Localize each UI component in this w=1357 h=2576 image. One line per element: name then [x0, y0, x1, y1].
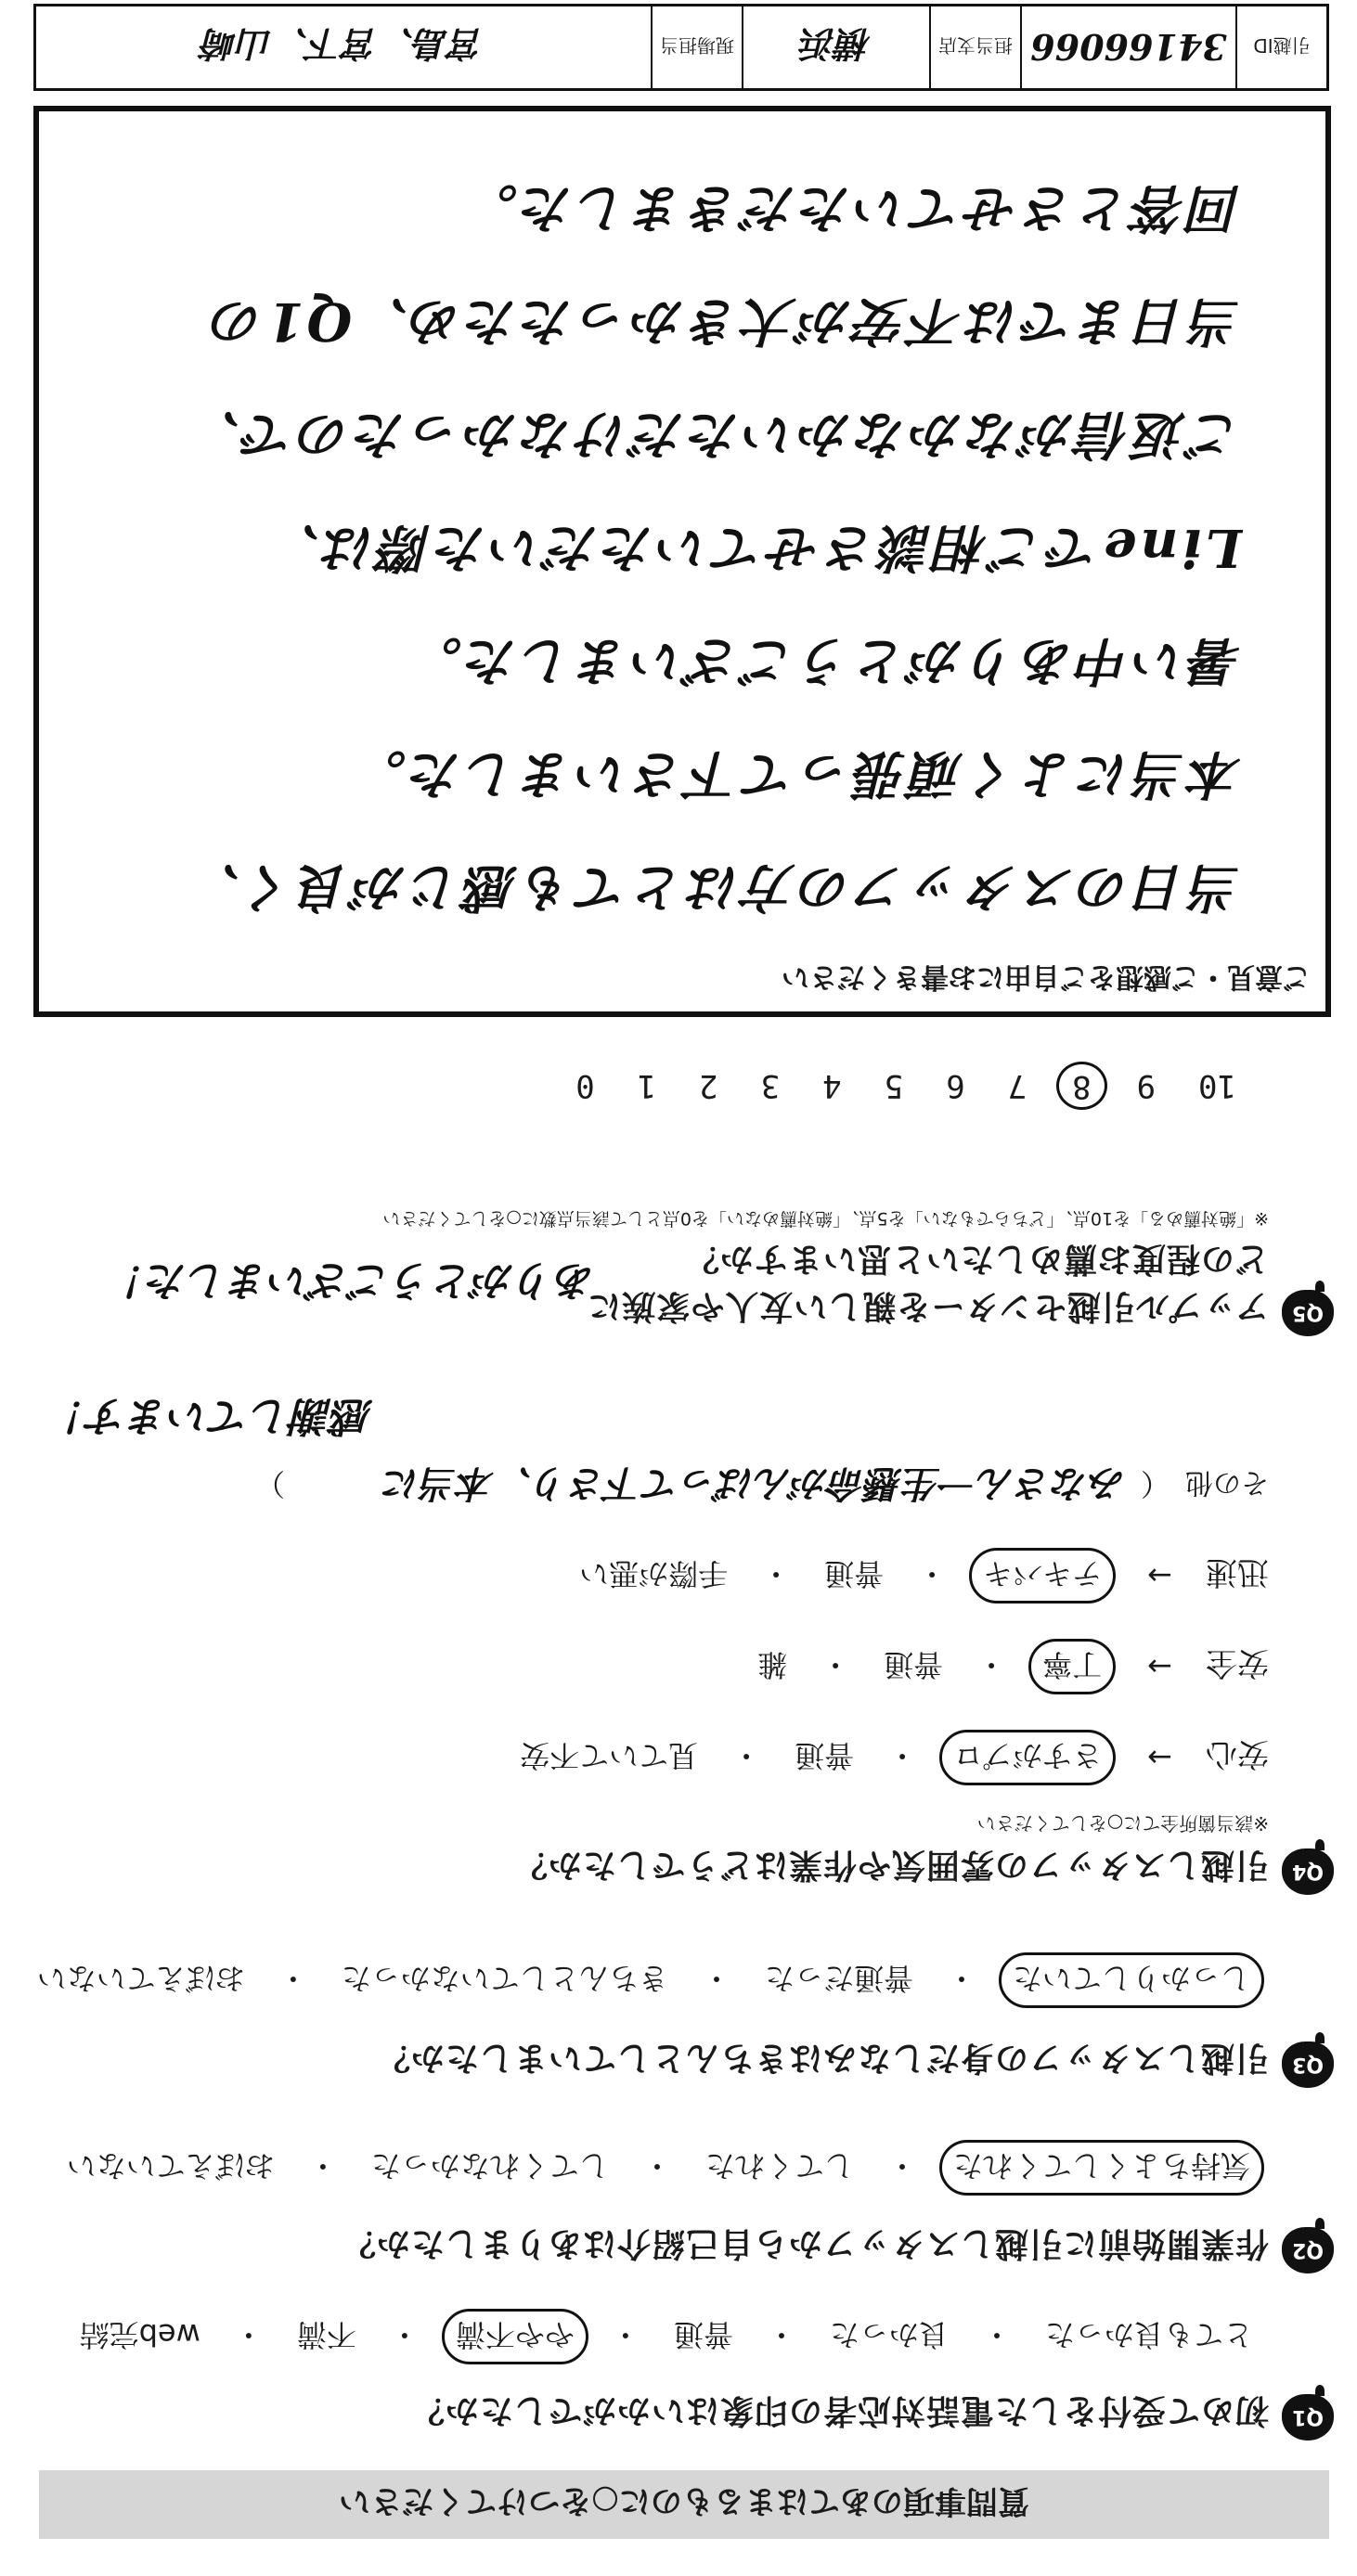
option[interactable]: web完結 [79, 2317, 200, 2352]
other-handwritten[interactable]: みなさん一生懸命がんばって下さり、本当に [382, 1462, 1126, 1505]
option[interactable]: とても良かった [1044, 2317, 1253, 2352]
option[interactable]: 良かった [829, 2317, 949, 2352]
scale-option[interactable]: 3 [760, 1067, 781, 1104]
option[interactable]: 普通 [824, 1556, 885, 1591]
comment-line: 暑い中ありがとうございました。 [407, 630, 1242, 691]
option-selected[interactable]: 丁寧 [1028, 1639, 1116, 1694]
question-badge: Q2 [1282, 2227, 1334, 2273]
staff-table [33, 4, 1329, 91]
instruction-banner: 質問事項のあてはまるものに○をつけてください [39, 2470, 1329, 2539]
option-selected[interactable]: テキパキ [969, 1548, 1116, 1604]
option-selected[interactable]: やや不満 [442, 2309, 588, 2364]
option[interactable]: 見ていて不安 [520, 1738, 699, 1773]
scale-option-selected[interactable]: 8 [1056, 1062, 1106, 1110]
question-badge: Q3 [1282, 2041, 1334, 2088]
arrow-icon: → [1147, 1740, 1172, 1775]
question-badge: Q5 [1282, 1290, 1334, 1336]
option[interactable]: してくれた [704, 2148, 854, 2183]
scale-option[interactable]: 6 [946, 1067, 965, 1104]
arrow-icon: → [1147, 1558, 1172, 1593]
question-note: ※該当箇所全てに○をしてください [976, 1812, 1269, 1835]
row-label: 安全 [1206, 1644, 1269, 1682]
row-label: 迅速 [1206, 1553, 1269, 1591]
q4-row-anshin: 安心 → さすがプロ ・ 普通 ・ 見ていて不安 [509, 1730, 1269, 1785]
option[interactable]: 普通 [795, 1738, 855, 1773]
question-1 [34, 2389, 1325, 2437]
option[interactable]: 手際が悪い [579, 1556, 729, 1591]
question-note: ※「絶対薦める」を10点、「どちらでもない」を5点、「絶対薦めない」を0点として該当点数に○をしてください [382, 1208, 1269, 1229]
question-text: アップル引越センターを親しい友人や家族に [587, 1287, 1269, 1325]
question-3 [34, 2037, 1325, 2084]
label-site-staff: 現場担当 [651, 6, 742, 88]
comment-line: 回答とさせていただきました。 [462, 177, 1242, 238]
site-staff-value[interactable]: 宮島、宮下、山崎 [202, 23, 485, 66]
scale-option[interactable]: 0 [575, 1067, 595, 1104]
arrow-icon: → [1147, 1649, 1172, 1684]
comment-line: 本当によく頑張って下さいました。 [351, 743, 1242, 805]
comments-title: ご意見・ご感想をご自由にお書きください [782, 960, 1311, 993]
branch-value[interactable]: 横浜 [742, 6, 929, 88]
option[interactable]: 普通 [884, 1647, 944, 1682]
option[interactable]: 不満 [296, 2317, 356, 2352]
scale-option[interactable]: 1 [637, 1067, 657, 1104]
question-text: 引越しスタッフの雰囲気や作業はどうでしたか？ [512, 1846, 1269, 1884]
scale-option[interactable]: 5 [884, 1067, 904, 1104]
move-id-value[interactable]: 34166066 [1020, 6, 1235, 88]
comment-line: Lineでご相談させていただいた際は、 [265, 517, 1242, 578]
comment-line: ご返信がなかなかいただけなかったので、 [185, 404, 1242, 465]
q3-options: しっかりしていた ・ 普通だった ・ きちんとしていなかった ・ おぼえていない [26, 1952, 1264, 2008]
option[interactable]: おぼえていない [66, 2148, 275, 2183]
scale-option[interactable]: 2 [699, 1067, 718, 1104]
comment-line: 当日のスタッフの方はとても感じが良く、 [185, 857, 1242, 918]
comment-line: 当日までは不安が大きかったため、Q1の [208, 290, 1242, 352]
option-selected[interactable]: さすがプロ [939, 1730, 1116, 1785]
q4-other: その他 （ みなさん一生懸命がんばって下さり、本当に ） [255, 1460, 1269, 1513]
option[interactable]: おぼえていない [36, 1961, 245, 1996]
question-text: 引越しスタッフの身だしなみはきちんとしていましたか？ [375, 2039, 1269, 2077]
row-label: 安心 [1206, 1735, 1269, 1773]
other-handwritten-continued: 感謝しています！ [46, 1392, 373, 1439]
option[interactable]: 雑 [757, 1647, 788, 1682]
q4-row-jinsoku: 迅速 → テキパキ ・ 普通 ・ 手際が悪い [568, 1548, 1269, 1604]
scale-option[interactable]: 7 [1007, 1067, 1027, 1104]
question-badge: Q4 [1282, 1848, 1334, 1895]
label-move-id: 引越ID [1235, 6, 1326, 88]
q1-options: とても良かった ・ 良かった ・ 普通 ・ やや不満 ・ 不満 ・ web完結 [69, 2309, 1264, 2364]
label-branch: 担当支店 [929, 6, 1020, 88]
scale-option[interactable]: 9 [1136, 1067, 1157, 1104]
q5-handwritten: ありがとうございました！ [106, 1256, 596, 1304]
option[interactable]: してくれなかった [370, 2148, 609, 2183]
comments-box[interactable] [33, 106, 1331, 1017]
question-4 [34, 1811, 1325, 1891]
question-text-2: どの程度お薦めしたいと思いますか？ [684, 1240, 1269, 1278]
scale-option[interactable]: 10 [1198, 1067, 1236, 1104]
other-label: その他 [1185, 1466, 1269, 1500]
question-text: 初めて受付をした電話対応者の印象はいかがでしたか？ [409, 2391, 1269, 2429]
question-2 [34, 2222, 1325, 2270]
rating-scale [575, 1067, 1236, 1104]
question-badge: Q1 [1282, 2394, 1334, 2441]
question-text: 作業開始前に引越しスタッフから自己紹介はありましたか？ [341, 2224, 1269, 2262]
scale-option[interactable]: 4 [822, 1067, 842, 1104]
q2-options: 気持ちよくしてくれた ・ してくれた ・ してくれなかった ・ おぼえていない [56, 2140, 1264, 2196]
option[interactable]: 普通だった [764, 1961, 913, 1996]
option[interactable]: 普通 [673, 2317, 733, 2352]
option[interactable]: きちんとしていなかった [341, 1961, 668, 1996]
q4-row-anzen: 安全 → 丁寧 ・ 普通 ・ 雑 [746, 1639, 1269, 1694]
option-selected[interactable]: 気持ちよくしてくれた [939, 2140, 1264, 2196]
option-selected[interactable]: しっかりしていた [999, 1952, 1264, 2008]
